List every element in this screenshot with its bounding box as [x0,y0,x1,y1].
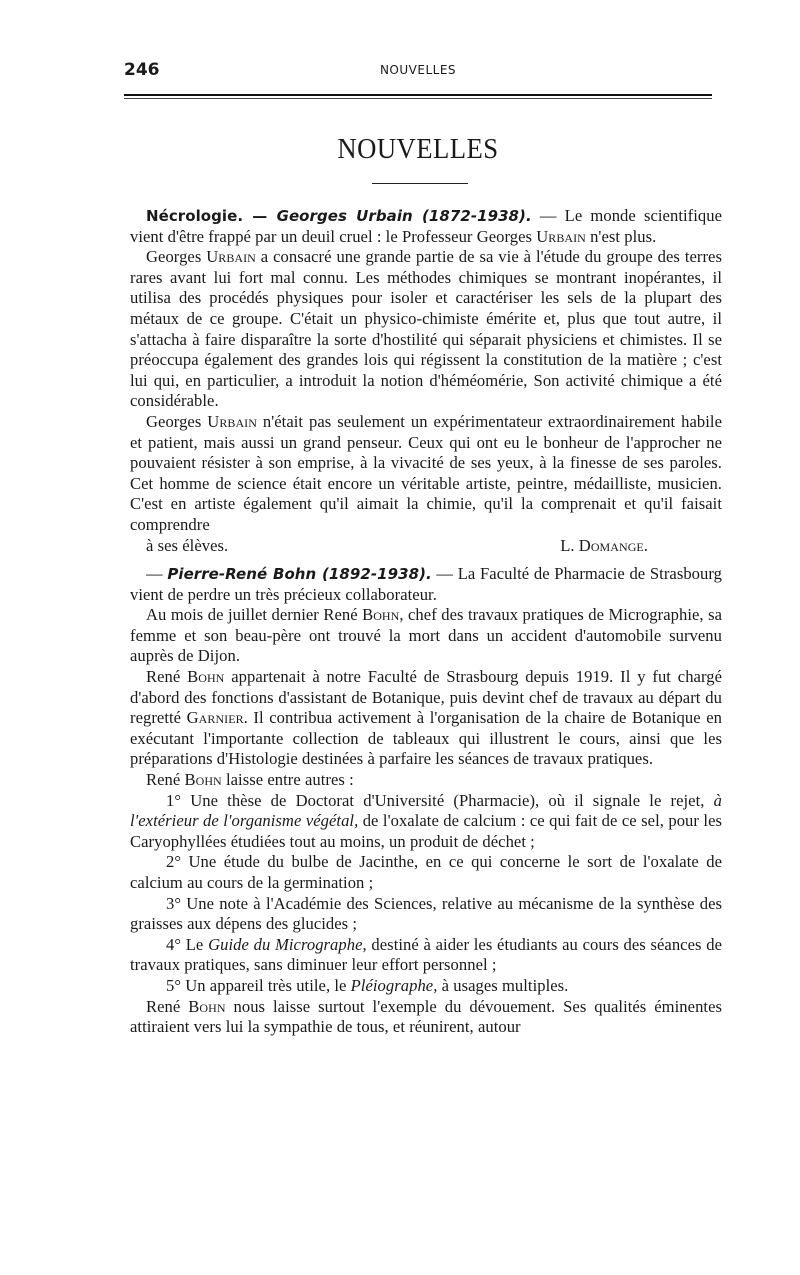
title-rule [372,183,468,184]
name-smallcaps: Garnier [186,708,244,728]
text-italic: à l'extérieur de l'organisme végétal, [130,790,722,831]
text: destiné à aider les étudiants au cours des séances de travaux pratiques, sans diminuer leur effort personnel ; [130,934,722,975]
list-item-3: 3° Une note à l'Académie des Sciences, relative au mécanisme de la synthèse des graisses aux dépens des glucides ; [130,893,722,934]
signature: L. Domange. [560,535,648,555]
text-italic: Guide du Micrographe, [208,934,367,954]
bohn-paragraph-2 [130,605,722,667]
urbain-paragraph-2 [130,247,722,412]
text: Georges [146,247,207,267]
text: 4° Le [166,934,209,954]
page-number: 246 [124,60,160,80]
text: laisse entre autres : [221,770,354,790]
bohn-paragraph-5 [130,997,722,1038]
text: à ses élèves. [146,535,229,555]
text: 1° Une thèse de Doctorat d'Université (Pharmacie), où il signale le rejet, [166,790,714,810]
bohn-paragraph-4 [130,770,722,791]
text: René [146,996,189,1016]
name-smallcaps: Urbain [206,247,256,267]
list-item-5 [130,976,722,997]
name-smallcaps: Bohn [187,667,225,687]
text: Georges [146,411,208,431]
urbain-heading: Georges Urbain (1872-1938). [276,207,532,225]
text: 5° Un appareil très utile, le [166,975,351,995]
name-smallcaps: Urbain [536,226,586,246]
text: René [146,770,185,790]
text: — La Faculté de Pharmacie de Strasbourg vient de perdre un très précieux collaborateur. [130,564,722,604]
bohn-paragraph-3 [130,667,722,770]
necrologie-label: Nécrologie. — [146,207,277,225]
text: n'est plus. [585,226,657,246]
bohn-paragraph-1 [130,564,722,605]
name-smallcaps: Bohn [362,605,400,625]
text: de l'oxalate de calcium : ce qui fait de ce sel, pour les Caryophyllées étudiées tout au moins, un produit de déchet ; [130,811,722,851]
list-item-1 [130,791,722,853]
bohn-heading: Pierre-René Bohn (1892-1938). [167,565,432,584]
text: René [146,667,188,687]
text: , chef des travaux pratiques de Micrographie, sa femme et son beau-père ont trouvé la mort dans un accident d'automobile survenu auprès de Dijon. [130,605,722,666]
text: appartenait à notre Faculté de Strasbourg depuis 1919. Il y fut chargé d'abord des fonctions d'assistant de Botanique, puis devint chef de travaux au départ du regretté [130,667,722,728]
text: a consacré une grande partie de sa vie à l'étude du groupe des terres rares avant lui fort mal connu. Les méthodes chimiques se montrant inopérantes, il utilisa des procédés physiques pour isoler et caractériser les sels de la plupart des métaux de ce groupe. C'était un physico-chimiste émérite et, plus que tout autre, il s'attacha à faire disparaître la sorte d'hostilité qui séparait physiciens et chimistes. Il se préoccupa également des grandes lois qui régissent la constitution de la matière ; c'est lui qui, en particulier, a introduit la notion d'héméomérie, Son activité chimique a été considérable. [130,247,722,411]
text: . Il contribua activement à l'organisation de la chaire de Botanique en exécutant l'importante collection de tableaux qui illustrent le cours, ainsi que les préparations d'Histologie destinées à parfaire les séances de travaux pratiques. [130,708,722,769]
text: — Le monde scientifique vient d'être frappé par un deuil cruel : le Professeur Georges [130,206,722,246]
urbain-paragraph-3 [130,412,722,536]
article-body [130,206,722,1038]
header-rule [124,94,712,96]
text: à usages multiples. [437,975,569,995]
section-title: NOUVELLES [337,133,499,165]
text: n'était pas seulement un expérimentateur extraordinairement habile et patient, mais aussi un grand penseur. Ceux qui ont eu le bonheur de l'approcher ne pouvaient résister à son emprise, à la vivacité de ses yeux, à la finesse de ses paroles. Cet homme de science était encore un véritable artiste, peintre, médailliste, musicien. C'est en artiste également qu'il aimait la chimie, qu'il la comprenait et qu'il faisait comprendre [130,411,722,534]
urbain-last-line [130,536,722,557]
text: Au mois de juillet dernier René [146,605,363,625]
header-rule-thin [124,98,712,99]
name-smallcaps: Urbain [207,411,257,431]
list-item-4 [130,935,722,976]
list-item-2: 2° Une étude du bulbe de Jacinthe, en ce qui concerne le sort de l'oxalate de calcium au cours de la germination ; [130,852,722,892]
urbain-paragraph-1 [130,206,722,247]
text: — [146,564,168,584]
running-title: NOUVELLES [379,63,457,77]
text: nous laisse surtout l'exemple du dévouement. Ses qualités éminentes attiraient vers lui la sympathie de tous, et réunirent, autour [130,996,722,1037]
name-smallcaps: Bohn [184,770,222,790]
running-head [124,60,712,84]
text-italic: Pléiographe, [350,975,438,995]
name-smallcaps: Bohn [188,996,226,1016]
